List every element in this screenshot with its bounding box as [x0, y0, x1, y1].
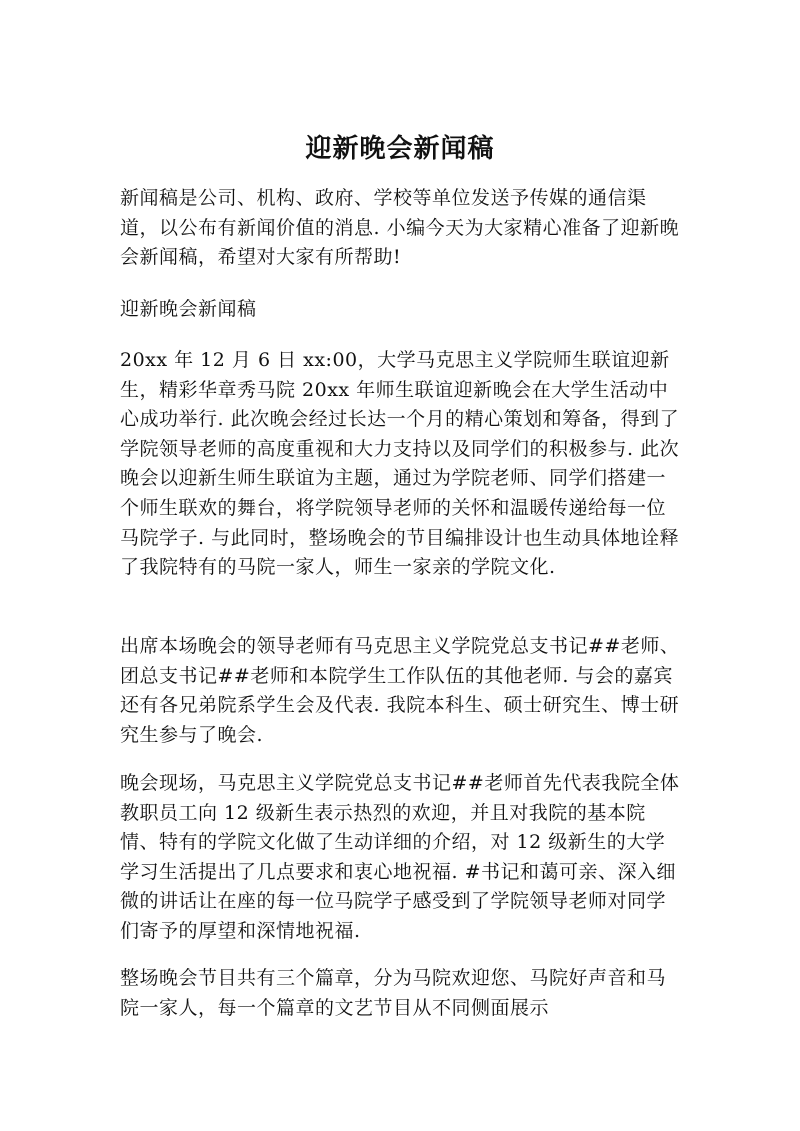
- document-title: 迎新晚会新闻稿: [305, 134, 495, 165]
- section-heading: 迎新晚会新闻稿: [120, 298, 257, 320]
- attendees-paragraph: 出席本场晚会的领导老师有马克思主义学院党总支书记##老师、团总支书记##老师和本院学生工作队伍的其他老师. 与会的嘉宾还有各兄弟院系学生会及代表. 我院本科生、硕士研究生、博士研究生参与了晚会.: [120, 635, 680, 746]
- intro-paragraph: 新闻稿是公司、机构、政府、学校等单位发送予传媒的通信渠道，以公布有新闻价值的消息. 小编今天为大家精心准备了迎新晚会新闻稿，希望对大家有所帮助!: [120, 187, 680, 269]
- speech-paragraph: 晚会现场，马克思主义学院党总支书记##老师首先代表我院全体教职员工向 12 级新生表示热烈的欢迎，并且对我院的基本院情、特有的学院文化做了生动详细的介绍，对 12 级新生的大学学习生活提出了几点要求和衷心地祝福. #书记和蔼可亲、深入细微的讲话让在座的每一位马院学子感受到了学院领导老师对同学们寄予的厚望和深情地祝福.: [120, 772, 680, 942]
- event-paragraph: 20xx 年 12 月 6 日 xx:00，大学马克思主义学院师生联谊迎新生，精彩华章秀马院 20xx 年师生联谊迎新晚会在大学生活动中心成功举行. 此次晚会经过长达一个月的精心策划和筹备，得到了学院领导老师的高度重视和大力支持以及同学们的积极参与. 此次晚会以迎新生师生联谊为主题，通过为学院老师、同学们搭建一个师生联欢的舞台，将学院领导老师的关怀和温暖传递给每一位马院学子. 与此同时，整场晚会的节目编排设计也生动具体地诠释了我院特有的马院一家人，师生一家亲的学院文化.: [120, 349, 680, 579]
- program-paragraph: 整场晚会节目共有三个篇章，分为马院欢迎您、马院好声音和马院一家人，每一个篇章的文艺节目从不同侧面展示: [120, 967, 667, 1019]
